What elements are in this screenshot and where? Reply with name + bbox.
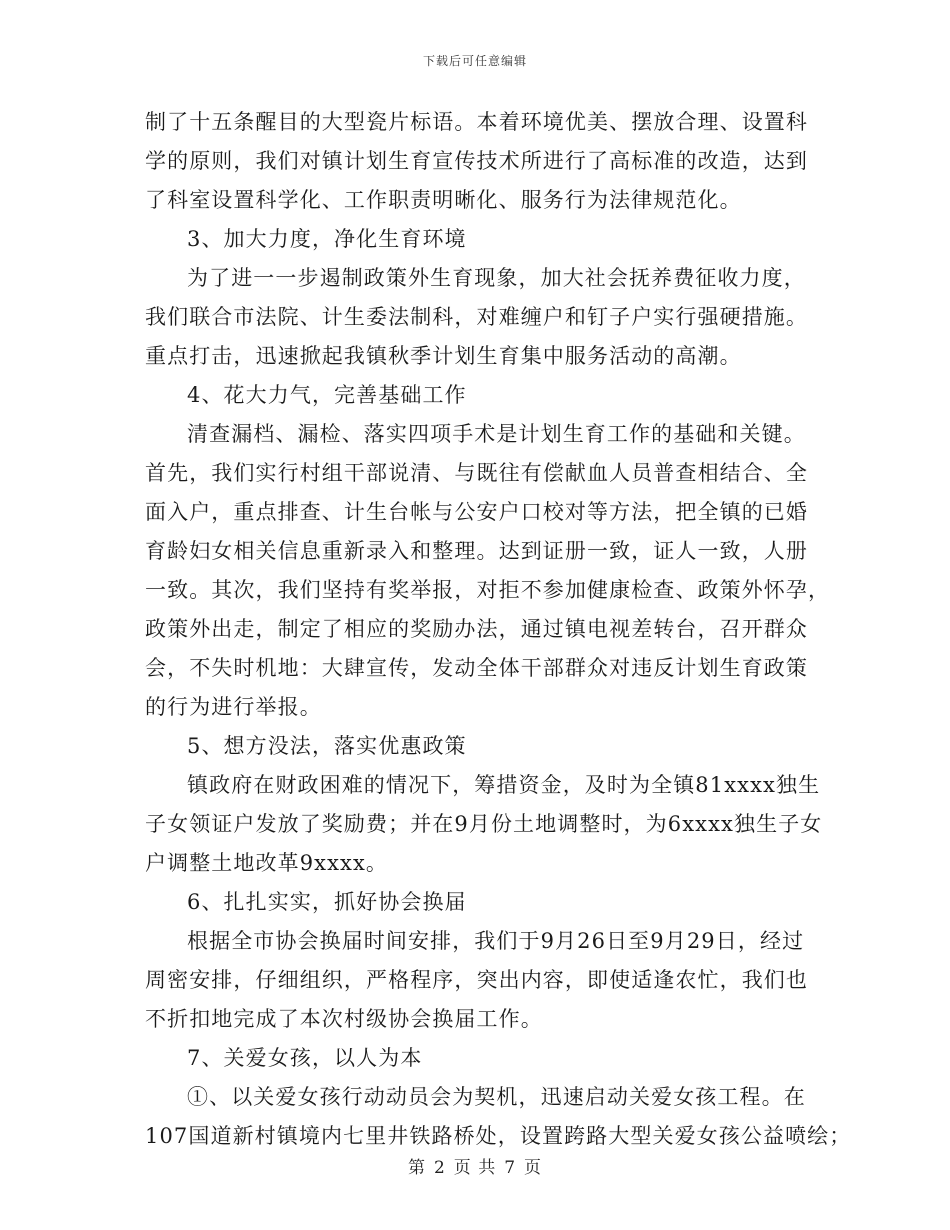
page-header: 下载后可任意编辑	[422, 54, 527, 68]
page-total-number: 7	[504, 1158, 517, 1178]
page-label-suffix: 页	[524, 1158, 543, 1178]
body-line: 育龄妇女相关信息重新录入和整理。达到证册一致，证人一致，人册	[145, 539, 808, 563]
body-line: 根据全市协会换届时间安排，我们于9月26日至9月29日，经过	[187, 929, 805, 953]
body-line: 镇政府在财政困难的情况下，筹措资金，及时为全镇81xxxx独生	[187, 773, 821, 797]
body-line: 重点打击，迅速掀起我镇秋季计划生育集中服务活动的高潮。	[145, 344, 742, 368]
body-line: 的行为进行举报。	[145, 695, 322, 719]
page-label-middle: 页 共	[453, 1158, 497, 1178]
body-line: 会，不失时机地：大肆宣传，发动全体干部群众对违反计划生育政策	[145, 656, 808, 680]
section-heading: 3、加大力度，净化生育环境	[187, 227, 467, 251]
body-line: 我们联合市法院、计生委法制科，对难缠户和钉子户实行强硬措施。	[145, 305, 808, 329]
body-line: 不折扣地完成了本次村级协会换届工作。	[145, 1007, 543, 1031]
body-line: 清查漏档、漏检、落实四项手术是计划生育工作的基础和关键。	[187, 422, 806, 446]
body-line: 一致。其次，我们坚持有奖举报，对拒不参加健康检查、政策外怀孕，	[145, 578, 831, 602]
body-line: 107国道新村镇境内七里井铁路桥处，设置跨路大型关爱女孩公益喷绘；	[145, 1124, 852, 1148]
page-label-prefix: 第	[407, 1158, 426, 1178]
body-line: 政策外出走，制定了相应的奖励办法，通过镇电视差转台，召开群众	[145, 617, 808, 641]
section-heading: 5、想方没法，落实优惠政策	[187, 734, 467, 758]
body-line: 为了进一一步遏制政策外生育现象，加大社会抚养费征收力度，	[187, 266, 806, 290]
body-line: 子女领证户发放了奖励费；并在9月份土地调整时，为6xxxx独生子女	[145, 812, 823, 836]
body-line: 了科室设置科学化、工作职责明晰化、服务行为法律规范化。	[145, 188, 742, 212]
page-footer	[0, 1153, 950, 1178]
section-heading: 4、花大力气，完善基础工作	[187, 383, 467, 407]
body-line: 户调整土地改革9xxxx。	[145, 851, 389, 875]
body-line: 学的原则，我们对镇计划生育宣传技术所进行了高标准的改造，达到	[145, 149, 808, 173]
section-heading: 6、扎扎实实，抓好协会换届	[187, 890, 467, 914]
body-line: 面入户，重点排查、计生台帐与公安户口校对等方法，把全镇的已婚	[145, 500, 808, 524]
document-body	[145, 103, 852, 1156]
body-line: 制了十五条醒目的大型瓷片标语。本着环境优美、摆放合理、设置科	[145, 110, 808, 134]
body-line: 首先，我们实行村组干部说清、与既往有偿献血人员普查相结合、全	[145, 461, 808, 485]
page-current-number: 2	[433, 1158, 446, 1178]
body-line: ①、以关爱女孩行动动员会为契机，迅速启动关爱女孩工程。在	[187, 1085, 806, 1109]
body-line: 周密安排，仔细组织，严格程序，突出内容，即使适逢农忙，我们也	[145, 968, 808, 992]
section-heading: 7、关爱女孩，以人为本	[187, 1046, 423, 1070]
